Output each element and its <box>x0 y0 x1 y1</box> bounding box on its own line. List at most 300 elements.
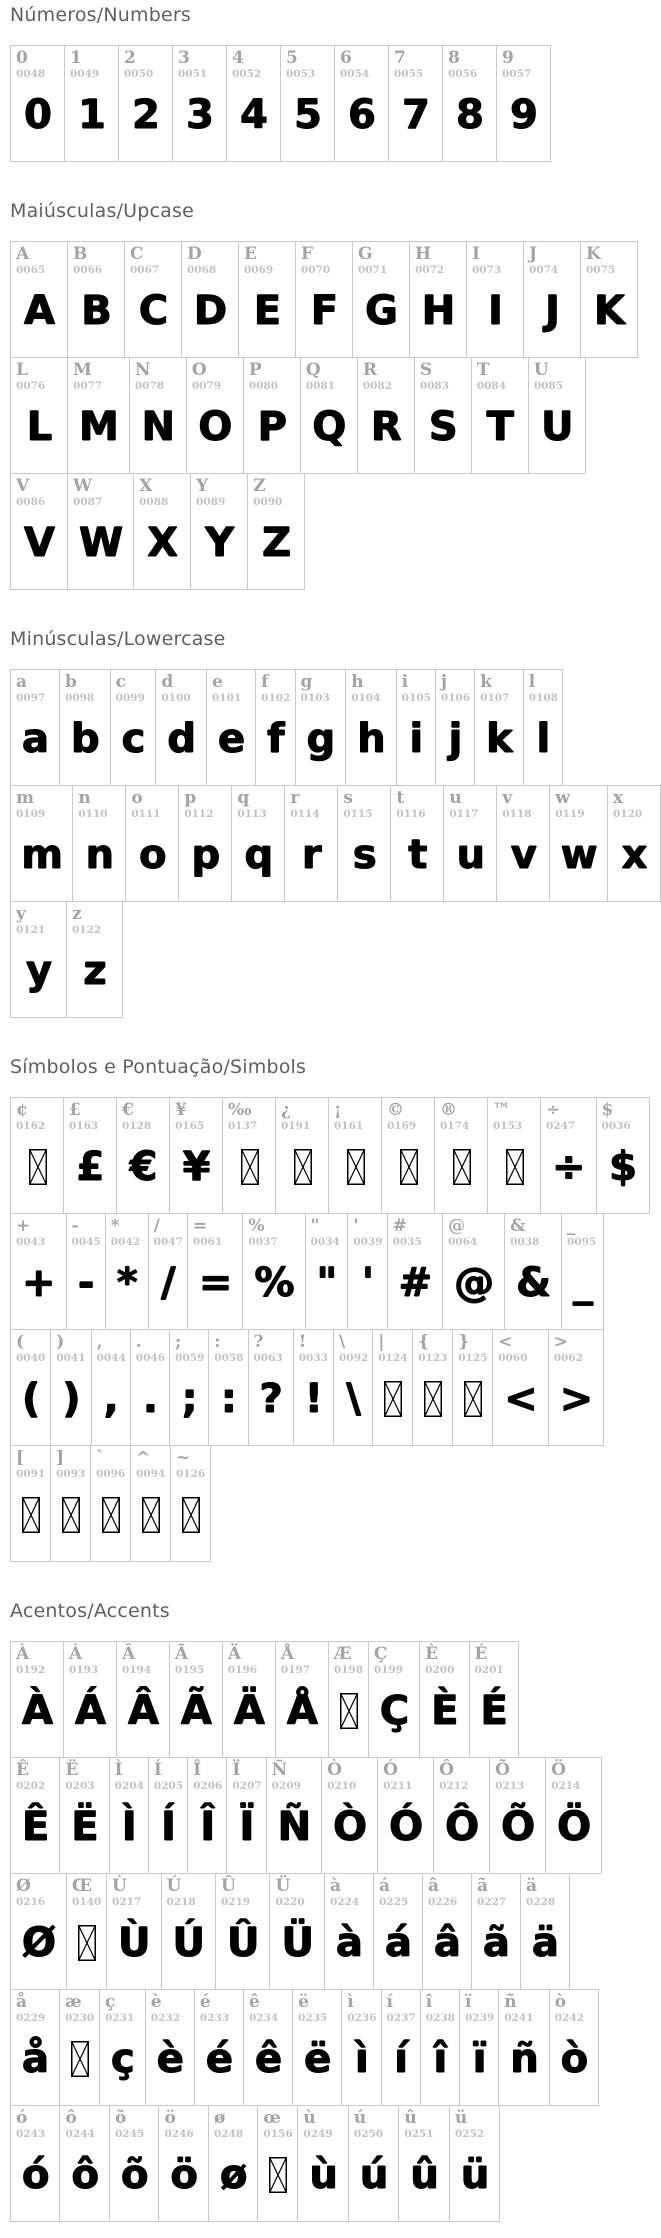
glyph-cell <box>148 1213 188 1330</box>
missing-glyph-icon <box>22 1497 40 1533</box>
glyph-preview: ë <box>304 2036 332 2082</box>
glyph-preview: Z <box>262 520 292 566</box>
glyph-preview: D <box>193 288 228 334</box>
glyph-char-label: { <box>418 1332 430 1352</box>
glyph-row <box>10 1329 661 1446</box>
glyph-char-label: é <box>199 1992 211 2012</box>
glyph-code-label: 0243 <box>16 2128 46 2140</box>
glyph-preview-missing <box>334 1677 364 1745</box>
glyph-char-label: Ô <box>439 1760 454 1780</box>
glyph-char-label: ) <box>56 1332 65 1352</box>
glyph-preview: Â <box>127 1688 159 1734</box>
glyph-code-label: 0040 <box>16 1352 46 1364</box>
glyph-cell <box>130 1329 170 1446</box>
glyph-row <box>10 2105 661 2222</box>
glyph-preview: ç <box>111 2036 135 2082</box>
glyph-cell <box>10 785 73 902</box>
glyph-preview-missing <box>96 1481 126 1549</box>
glyph-char-label: Õ <box>495 1760 510 1780</box>
glyph-cell <box>133 473 191 590</box>
glyph-cell <box>280 45 335 162</box>
glyph-preview-missing <box>56 1481 86 1549</box>
missing-glyph-icon <box>241 1149 259 1185</box>
glyph-char-label: j <box>440 672 448 692</box>
glyph-code-label: 0051 <box>178 68 208 80</box>
glyph-row <box>10 241 661 358</box>
glyph-char-label: Î <box>193 1760 202 1780</box>
glyph-preview: P <box>257 404 287 450</box>
glyph-cell <box>275 1097 329 1214</box>
glyph-preview: 4 <box>240 92 268 138</box>
glyph-char-label: 5 <box>286 48 298 68</box>
glyph-code-label: 0063 <box>253 1352 283 1364</box>
glyph-preview: H <box>421 288 456 334</box>
glyph-cell <box>90 1445 131 1562</box>
glyph-cell <box>50 1329 91 1446</box>
glyph-code-label: 0228 <box>525 1896 556 1908</box>
glyph-cell <box>388 45 443 162</box>
glyph-preview: ) <box>62 1376 81 1422</box>
glyph-code-label: 0101 <box>212 692 242 704</box>
glyph-char-label: B <box>73 244 88 264</box>
glyph-preview: Ñ <box>277 1804 312 1850</box>
glyph-char-label: Â <box>121 1644 136 1664</box>
glyph-preview: l <box>536 716 551 762</box>
glyph-code-label: 0034 <box>310 1236 340 1248</box>
glyph-code-label: 0066 <box>73 264 103 276</box>
glyph-cell <box>158 2105 208 2222</box>
glyph-char-label: ä <box>525 1876 537 1896</box>
glyph-code-label: 0116 <box>396 808 426 820</box>
glyph-code-label: 0065 <box>16 264 46 276</box>
glyph-preview: Á <box>74 1688 106 1734</box>
glyph-char-label: p <box>184 788 197 808</box>
glyph-preview: t <box>408 832 428 878</box>
glyph-char-label: œ <box>263 2108 281 2128</box>
glyph-char-label: E <box>244 244 257 264</box>
glyph-preview: G <box>365 288 398 334</box>
glyph-cell <box>496 45 551 162</box>
glyph-preview: y <box>25 948 53 994</box>
glyph-char-label: Ö <box>551 1760 566 1780</box>
glyph-preview: È <box>431 1688 459 1734</box>
glyph-cell <box>434 1097 488 1214</box>
glyph-code-label: 0109 <box>16 808 46 820</box>
glyph-code-label: 0059 <box>175 1352 205 1364</box>
glyph-row <box>10 669 661 786</box>
glyph-char-label: © <box>387 1100 404 1120</box>
glyph-preview: ê <box>255 2036 283 2082</box>
glyph-cell <box>373 1873 423 1990</box>
glyph-code-label: 0194 <box>121 1664 152 1676</box>
glyph-preview: / <box>160 1260 176 1306</box>
glyph-cell <box>59 669 111 786</box>
glyph-char-label: ¿ <box>281 1100 291 1120</box>
glyph-preview: " <box>316 1260 338 1306</box>
glyph-preview: ' <box>361 1260 375 1306</box>
glyph-code-label: 0174 <box>440 1120 470 1132</box>
glyph-code-label: 0238 <box>425 2012 455 2024</box>
glyph-char-label: ¥ <box>175 1100 187 1120</box>
glyph-code-label: 0125 <box>458 1352 488 1364</box>
glyph-code-label: 0153 <box>493 1120 523 1132</box>
glyph-preview: 3 <box>186 92 214 138</box>
glyph-code-label: 0062 <box>553 1352 583 1364</box>
glyph-row <box>10 1757 661 1874</box>
glyph-code-label: 0234 <box>249 2012 279 2024</box>
glyph-code-label: 0248 <box>213 2128 244 2140</box>
glyph-preview: Ã <box>180 1688 212 1734</box>
glyph-preview: Ø <box>22 1920 57 1966</box>
glyph-preview: + <box>22 1260 56 1306</box>
glyph-cell <box>222 1641 276 1758</box>
glyph-char-label: e <box>212 672 223 692</box>
glyph-cell <box>10 1989 60 2106</box>
glyph-cell <box>247 473 305 590</box>
glyph-char-label: å <box>16 1992 28 2012</box>
missing-glyph-icon <box>294 1149 312 1185</box>
glyph-code-label: 0094 <box>136 1468 166 1480</box>
glyph-char-label: N <box>134 360 151 380</box>
glyph-cell <box>172 45 227 162</box>
glyph-char-label: ú <box>353 2108 367 2128</box>
glyph-preview: Ì <box>121 1804 137 1850</box>
glyph-char-label: W <box>73 476 93 496</box>
glyph-char-label: O <box>191 360 207 380</box>
glyph-char-label: Q <box>305 360 321 380</box>
glyph-char-label: P <box>248 360 262 380</box>
glyph-code-label: 0102 <box>261 692 291 704</box>
glyph-cell <box>341 1989 381 2106</box>
glyph-code-label: 0220 <box>275 1896 305 1908</box>
glyph-preview: î <box>433 2036 448 2082</box>
glyph-char-label: n <box>78 788 91 808</box>
glyph-row <box>10 1213 661 1330</box>
glyph-code-label: 0117 <box>449 808 479 820</box>
glyph-preview-missing <box>418 1365 448 1433</box>
glyph-char-label: ó <box>16 2108 28 2128</box>
glyph-code-label: 0047 <box>153 1236 183 1248</box>
glyph-char-label: Ø <box>16 1876 31 1896</box>
glyph-code-label: 0099 <box>115 692 145 704</box>
glyph-char-label: Ü <box>275 1876 291 1896</box>
glyph-code-label: 0137 <box>228 1120 258 1132</box>
glyph-preview: Ù <box>118 1920 151 1966</box>
glyph-char-label: o <box>131 788 143 808</box>
glyph-preview: â <box>433 1920 461 1966</box>
glyph-preview: r <box>301 832 322 878</box>
glyph-cell <box>466 241 524 358</box>
glyph-char-label: ã <box>476 1876 488 1896</box>
glyph-cell <box>231 785 285 902</box>
glyph-preview: ù <box>309 2152 338 2198</box>
glyph-cell <box>226 1757 266 1874</box>
glyph-code-label: 0233 <box>199 2012 230 2024</box>
glyph-cell <box>10 669 60 786</box>
glyph-preview-missing <box>176 1481 206 1549</box>
glyph-char-label: : <box>214 1332 221 1352</box>
glyph-char-label: Ã <box>174 1644 189 1664</box>
glyph-cell <box>181 241 239 358</box>
glyph-code-label: 0052 <box>232 68 262 80</box>
glyph-code-label: 0218 <box>166 1896 196 1908</box>
glyph-cell <box>295 669 347 786</box>
glyph-code-label: 0097 <box>16 692 46 704</box>
glyph-cell <box>59 1989 100 2106</box>
glyph-preview: R <box>370 404 402 450</box>
glyph-preview-missing <box>263 2141 293 2209</box>
glyph-cell <box>190 473 248 590</box>
glyph-code-label: 0224 <box>329 1896 360 1908</box>
glyph-code-label: 0095 <box>566 1236 597 1248</box>
glyph-code-label: 0044 <box>96 1352 126 1364</box>
glyph-char-label: u <box>449 788 462 808</box>
glyph-cell <box>66 1873 107 1990</box>
glyph-char-label: £ <box>69 1100 81 1120</box>
glyph-row <box>10 1989 661 2106</box>
glyph-code-label: 0231 <box>105 2012 135 2024</box>
glyph-preview: ã <box>482 1920 510 1966</box>
glyph-code-label: 0236 <box>347 2012 377 2024</box>
glyph-cell <box>545 1757 602 1874</box>
glyph-code-label: 0069 <box>244 264 274 276</box>
glyph-preview: $ <box>609 1144 637 1190</box>
glyph-code-label: 0193 <box>68 1664 99 1676</box>
glyph-char-label: è <box>150 1992 162 2012</box>
glyph-char-label: D <box>187 244 202 264</box>
glyph-row <box>10 1445 661 1562</box>
glyph-cell <box>129 357 187 474</box>
glyph-preview: M <box>79 404 119 450</box>
glyph-code-label: 0114 <box>290 808 320 820</box>
glyph-cell <box>105 1213 149 1330</box>
glyph-code-label: 0103 <box>300 692 330 704</box>
glyph-char-label: ì <box>347 1992 354 2012</box>
glyph-code-label: 0088 <box>139 496 169 508</box>
missing-glyph-icon <box>62 1497 80 1533</box>
glyph-char-label: , <box>96 1332 103 1352</box>
glyph-code-label: 0165 <box>175 1120 205 1132</box>
glyph-code-label: 0048 <box>16 68 46 80</box>
glyph-preview: _ <box>572 1260 593 1306</box>
glyph-code-label: 0214 <box>551 1780 581 1792</box>
glyph-cell <box>10 1757 60 1874</box>
glyph-cell <box>124 241 182 358</box>
glyph-code-label: 0219 <box>220 1896 251 1908</box>
glyph-cell <box>125 785 179 902</box>
glyph-preview: s <box>352 832 377 878</box>
glyph-preview: & <box>516 1260 551 1306</box>
missing-glyph-icon <box>340 1693 358 1729</box>
glyph-cell <box>471 1873 521 1990</box>
glyph-char-label: Ê <box>16 1760 29 1780</box>
glyph-cell <box>409 241 467 358</box>
glyph-preview: å <box>22 2036 49 2082</box>
glyph-preview: ü <box>460 2152 490 2198</box>
glyph-char-label: À <box>16 1644 30 1664</box>
glyph-cell <box>523 669 563 786</box>
glyph-char-label: ^ <box>136 1448 151 1468</box>
glyph-preview: X <box>147 520 179 566</box>
glyph-cell <box>215 1873 270 1990</box>
glyph-char-label: \ <box>338 1332 346 1352</box>
glyph-code-label: 0096 <box>96 1468 126 1480</box>
glyph-code-label: 0211 <box>383 1780 413 1792</box>
glyph-code-label: 0198 <box>333 1664 364 1676</box>
glyph-cell <box>381 1097 435 1214</box>
glyph-preview: 0 <box>24 92 52 138</box>
glyph-preview: Ö <box>557 1804 592 1850</box>
glyph-cell <box>155 669 207 786</box>
glyph-char-label: Ñ <box>271 1760 288 1780</box>
glyph-preview: € <box>129 1144 158 1190</box>
section-accents <box>10 1600 661 2222</box>
glyph-preview: Q <box>312 404 347 450</box>
glyph-cell <box>496 785 550 902</box>
glyph-char-label: A <box>16 244 30 264</box>
glyph-cell <box>248 1329 294 1446</box>
glyph-preview: Ê <box>22 1804 50 1850</box>
glyph-char-label: ÷ <box>546 1100 561 1120</box>
glyph-preview: B <box>81 288 112 334</box>
section-numbers <box>10 4 661 162</box>
glyph-code-label: 0112 <box>184 808 214 820</box>
glyph-code-label: 0085 <box>533 380 564 392</box>
glyph-preview: O <box>198 404 233 450</box>
glyph-char-label: Ù <box>112 1876 127 1896</box>
glyph-code-label: 0192 <box>16 1664 46 1676</box>
glyph-preview: ï <box>472 2036 487 2082</box>
glyph-code-label: 0118 <box>502 808 532 820</box>
glyph-preview: Ë <box>71 1804 99 1850</box>
glyph-char-label: / <box>153 1216 160 1236</box>
glyph-cell <box>186 357 244 474</box>
glyph-code-label: 0076 <box>16 380 46 392</box>
glyph-preview: I <box>488 288 503 334</box>
glyph-char-label: w <box>555 788 570 808</box>
glyph-preview: . <box>142 1376 159 1422</box>
glyph-cell <box>10 1329 51 1446</box>
glyph-code-label: 0090 <box>253 496 283 508</box>
glyph-cell <box>498 1989 549 2106</box>
glyph-cell <box>169 1641 223 1758</box>
glyph-cell <box>334 45 389 162</box>
glyph-cell <box>99 1989 146 2106</box>
glyph-char-label: Á <box>68 1644 83 1664</box>
glyph-char-label: Ò <box>327 1760 342 1780</box>
glyph-code-label: 0038 <box>510 1236 540 1248</box>
glyph-char-label: õ <box>114 2108 127 2128</box>
glyph-cell <box>580 241 638 358</box>
glyph-preview: < <box>504 1376 538 1422</box>
glyph-preview: J <box>545 288 560 334</box>
glyph-char-label: í <box>386 1992 393 2012</box>
glyph-code-label: 0113 <box>237 808 267 820</box>
glyph-char-label: € <box>122 1100 134 1120</box>
glyph-char-label: ? <box>253 1332 264 1352</box>
glyph-preview-missing <box>136 1481 166 1549</box>
glyph-code-label: 0241 <box>504 2012 534 2024</box>
glyph-char-label: V <box>16 476 30 496</box>
missing-glyph-icon <box>182 1497 200 1533</box>
glyph-cell <box>474 669 524 786</box>
glyph-cell <box>347 1213 387 1330</box>
glyph-cell <box>528 357 586 474</box>
glyph-preview: A <box>24 288 55 334</box>
glyph-char-label: 0 <box>16 48 28 68</box>
glyph-char-label: Ä <box>227 1644 242 1664</box>
glyph-char-label: ö <box>164 2108 176 2128</box>
glyph-cell <box>435 669 475 786</box>
glyph-char-label: * <box>110 1216 120 1236</box>
glyph-cell <box>333 1329 373 1446</box>
glyph-cell <box>145 1989 195 2106</box>
glyph-char-label: 1 <box>70 48 82 68</box>
glyph-code-label: 0098 <box>65 692 95 704</box>
glyph-preview: Í <box>161 1804 176 1850</box>
glyph-char-label: a <box>16 672 28 692</box>
glyph-preview: Ó <box>389 1804 424 1850</box>
glyph-code-label: 0252 <box>454 2128 485 2140</box>
glyph-preview: Y <box>205 520 235 566</box>
glyph-cell <box>345 669 396 786</box>
glyph-cell <box>118 45 173 162</box>
glyph-preview: z <box>83 948 107 994</box>
glyph-char-label: } <box>458 1332 470 1352</box>
glyph-char-label: ™ <box>493 1100 510 1120</box>
glyph-preview-missing <box>228 1133 271 1201</box>
glyph-cell <box>208 2105 258 2222</box>
glyph-code-label: 0049 <box>70 68 100 80</box>
glyph-char-label: É <box>474 1644 488 1664</box>
missing-glyph-icon <box>269 2157 287 2193</box>
glyph-code-label: 0074 <box>529 264 559 276</box>
glyph-preview: ú <box>359 2152 389 2198</box>
glyph-preview-missing <box>281 1133 324 1201</box>
glyph-char-label: ¡ <box>334 1100 342 1120</box>
glyph-char-label: ü <box>454 2108 468 2128</box>
glyph-cell <box>187 1213 244 1330</box>
glyph-char-label: Y <box>196 476 209 496</box>
glyph-char-label: Æ <box>333 1644 352 1664</box>
glyph-char-label: z <box>72 904 82 924</box>
glyph-code-label: 0068 <box>187 264 217 276</box>
glyph-cell <box>206 669 256 786</box>
glyph-preview-missing <box>440 1133 483 1201</box>
glyph-preview-missing <box>493 1133 536 1201</box>
glyph-code-label: 0121 <box>16 924 46 936</box>
glyph-char-label: ( <box>16 1332 25 1352</box>
glyph-cell <box>471 357 529 474</box>
glyph-code-label: 0203 <box>65 1780 95 1792</box>
glyph-preview: 6 <box>348 92 376 138</box>
glyph-preview: p <box>191 832 221 878</box>
glyph-preview: w <box>560 832 598 878</box>
glyph-char-label: [ <box>16 1448 25 1468</box>
glyph-char-label: û <box>404 2108 417 2128</box>
glyph-char-label: Ç <box>373 1644 388 1664</box>
glyph-char-label: R <box>362 360 377 380</box>
glyph-char-label: h <box>351 672 364 692</box>
glyph-code-label: 0201 <box>474 1664 504 1676</box>
glyph-char-label: â <box>427 1876 439 1896</box>
glyph-char-label: S <box>419 360 433 380</box>
glyph-char-label: ® <box>440 1100 457 1120</box>
section-symbols <box>10 1056 661 1562</box>
glyph-cell <box>266 1757 322 1874</box>
glyph-cell <box>63 1641 117 1758</box>
glyph-code-label: 0225 <box>378 1896 409 1908</box>
